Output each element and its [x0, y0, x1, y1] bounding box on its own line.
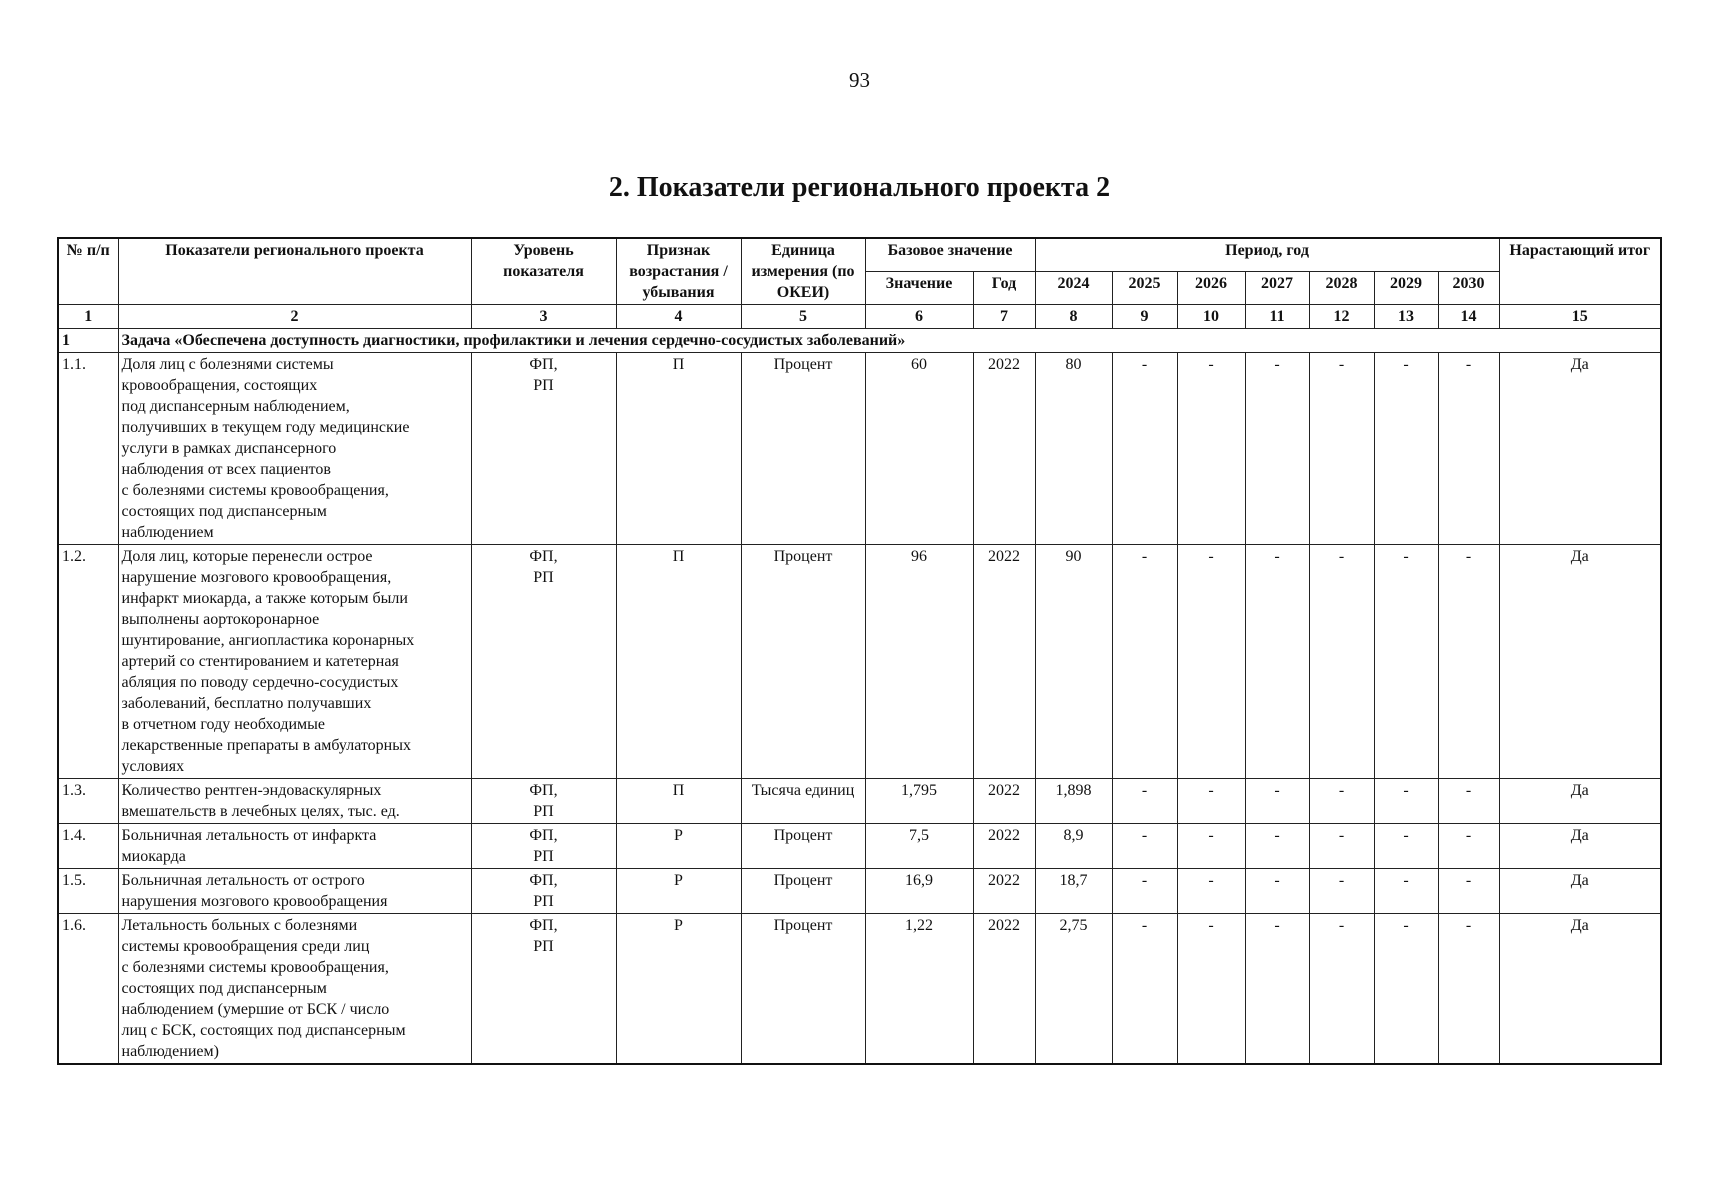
base-value [865, 353, 973, 545]
indicator-name-text: Больничная летальность от острого нарушения мозгового кровообращения [121, 872, 388, 910]
indicator-name-text: Количество рентген-эндоваскулярных вмешательств в лечебных целях, тыс. ед. [121, 782, 400, 820]
header-base: Базовое значение [865, 238, 1035, 272]
year-value: - [1177, 914, 1245, 1065]
indicator-sign-text: П [672, 548, 685, 565]
cumulative-value: Да [1499, 824, 1661, 869]
base-value [865, 545, 973, 779]
header-base-value: Значение [865, 272, 973, 305]
column-number: 14 [1438, 305, 1499, 329]
header-year: 2029 [1374, 272, 1438, 305]
base-value [865, 914, 973, 1065]
indicator-sign [616, 779, 741, 824]
indicator-level-text: ФП, РП [529, 872, 558, 910]
indicator-name-text: Больничная летальность от инфаркта миокарда [121, 827, 377, 865]
indicator-level [471, 545, 616, 779]
year-value: - [1374, 869, 1438, 914]
year-value: - [1309, 779, 1374, 824]
base-value-text: 7,5 [909, 827, 929, 844]
header-cumulative: Нарастающий итог [1499, 238, 1661, 305]
year-value: - [1374, 914, 1438, 1065]
indicator-unit-text: Процент [773, 356, 833, 373]
task-row [58, 329, 1661, 353]
row-num-text: 1.2. [62, 548, 86, 565]
indicator-level [471, 779, 616, 824]
row-num [58, 545, 118, 779]
header-level: Уровень показателя [471, 238, 616, 305]
year-value: - [1245, 545, 1309, 779]
indicator-level-text: ФП, РП [529, 917, 558, 955]
indicator-name [118, 824, 471, 869]
year-value: - [1112, 824, 1177, 869]
year-value: - [1245, 824, 1309, 869]
base-year-text: 2022 [988, 356, 1020, 373]
indicator-unit [741, 869, 865, 914]
base-year-text: 2022 [988, 917, 1020, 934]
indicator-unit-text: Процент [773, 872, 833, 889]
indicator-sign-text: П [672, 782, 685, 799]
row-num-text: 1.5. [62, 872, 86, 889]
indicator-level-text: ФП, РП [529, 827, 558, 865]
header-year: 2024 [1035, 272, 1112, 305]
indicator-unit [741, 545, 865, 779]
year-value: - [1177, 353, 1245, 545]
indicator-name-text: Доля лиц с болезнями системы кровообращения, состоящих под диспансерным наблюдением, получивших в текущем году медицинские услуги в рамках диспансерного наблюдения от всех пациентов с болезнями системы кровообращения, состоящих под диспансерным наблюдением [121, 356, 410, 541]
column-number: 5 [741, 305, 865, 329]
year-value: - [1438, 869, 1499, 914]
year-value: - [1309, 545, 1374, 779]
column-number: 10 [1177, 305, 1245, 329]
indicator-level-text: ФП, РП [529, 548, 558, 586]
header-sign: Признак возрастания / убывания [616, 238, 741, 305]
indicator-level-text: ФП, РП [529, 782, 558, 820]
base-value-text: 60 [911, 356, 927, 373]
indicator-level [471, 353, 616, 545]
task-text: Задача «Обеспечена доступность диагностики, профилактики и лечения сердечно-сосудистых заболеваний» [118, 329, 1661, 353]
year-value: - [1245, 779, 1309, 824]
indicator-sign [616, 824, 741, 869]
base-year [973, 824, 1035, 869]
indicator-unit-text: Процент [773, 917, 833, 934]
year-value: - [1309, 353, 1374, 545]
base-year [973, 869, 1035, 914]
base-value [865, 869, 973, 914]
indicator-sign [616, 869, 741, 914]
year-value: - [1112, 353, 1177, 545]
year-value: - [1438, 353, 1499, 545]
column-number: 7 [973, 305, 1035, 329]
column-number: 1 [58, 305, 118, 329]
indicator-unit-text: Тысяча единиц [751, 782, 855, 799]
base-year-text: 2022 [988, 548, 1020, 565]
cumulative-value: Да [1499, 869, 1661, 914]
indicator-sign [616, 353, 741, 545]
column-number: 12 [1309, 305, 1374, 329]
indicator-name [118, 353, 471, 545]
year-value: 2,75 [1035, 914, 1112, 1065]
task-num: 1 [58, 329, 118, 353]
base-year [973, 545, 1035, 779]
row-num [58, 353, 118, 545]
indicator-level [471, 869, 616, 914]
base-year [973, 914, 1035, 1065]
base-year-text: 2022 [988, 827, 1020, 844]
indicator-name [118, 914, 471, 1065]
table-body [58, 329, 1661, 1065]
year-value: 80 [1035, 353, 1112, 545]
header-year: 2030 [1438, 272, 1499, 305]
indicator-sign [616, 545, 741, 779]
header-base-year: Год [973, 272, 1035, 305]
base-year [973, 353, 1035, 545]
indicator-unit-text: Процент [773, 827, 833, 844]
row-num [58, 824, 118, 869]
year-value: 18,7 [1035, 869, 1112, 914]
column-number: 2 [118, 305, 471, 329]
base-year-text: 2022 [988, 872, 1020, 889]
year-value: - [1245, 353, 1309, 545]
cumulative-value: Да [1499, 545, 1661, 779]
header-year: 2028 [1309, 272, 1374, 305]
row-num [58, 779, 118, 824]
year-value: - [1112, 869, 1177, 914]
base-value-text: 1,22 [905, 917, 933, 934]
row-num [58, 914, 118, 1065]
indicator-unit-text: Процент [773, 548, 833, 565]
indicator-sign-text: Р [674, 827, 683, 844]
indicator-sign-text: П [672, 356, 685, 373]
year-value: - [1374, 545, 1438, 779]
indicator-unit [741, 779, 865, 824]
base-year-text: 2022 [988, 782, 1020, 799]
year-value: 8,9 [1035, 824, 1112, 869]
header-indicator: Показатели регионального проекта [118, 238, 471, 305]
year-value: - [1309, 869, 1374, 914]
page-number: 93 [849, 68, 870, 92]
base-value [865, 779, 973, 824]
year-value: - [1112, 914, 1177, 1065]
column-number: 11 [1245, 305, 1309, 329]
indicator-unit [741, 914, 865, 1065]
table-row [58, 353, 1661, 545]
year-value: - [1438, 824, 1499, 869]
year-value: - [1177, 545, 1245, 779]
indicator-sign-text: Р [674, 917, 683, 934]
column-number: 15 [1499, 305, 1661, 329]
cumulative-value: Да [1499, 779, 1661, 824]
row-num-text: 1.3. [62, 782, 86, 799]
indicator-name [118, 869, 471, 914]
page-title: 2. Показатели регионального проекта 2 [608, 172, 1111, 203]
base-value [865, 824, 973, 869]
table-row [58, 779, 1661, 824]
indicator-level [471, 914, 616, 1065]
header-year: 2026 [1177, 272, 1245, 305]
year-value: - [1374, 824, 1438, 869]
cumulative-value: Да [1499, 353, 1661, 545]
column-number: 9 [1112, 305, 1177, 329]
header-num: № п/п [58, 238, 118, 305]
year-value: - [1245, 914, 1309, 1065]
table-header [58, 238, 1661, 329]
column-number: 13 [1374, 305, 1438, 329]
year-value: - [1438, 779, 1499, 824]
header-unit: Единица измерения (по ОКЕИ) [741, 238, 865, 305]
column-number: 3 [471, 305, 616, 329]
year-value: - [1177, 779, 1245, 824]
indicator-sign [616, 914, 741, 1065]
table-row [58, 914, 1661, 1065]
year-value: - [1374, 353, 1438, 545]
table-row [58, 824, 1661, 869]
year-value: - [1177, 824, 1245, 869]
indicator-name [118, 779, 471, 824]
column-number: 8 [1035, 305, 1112, 329]
base-value-text: 96 [911, 548, 927, 565]
year-value: - [1309, 914, 1374, 1065]
year-value: 90 [1035, 545, 1112, 779]
column-numbers-row [58, 305, 1661, 329]
year-value: - [1309, 824, 1374, 869]
indicator-level [471, 824, 616, 869]
cumulative-value: Да [1499, 914, 1661, 1065]
indicator-unit [741, 353, 865, 545]
indicator-name-text: Летальность больных с болезнями системы кровообращения среди лиц с болезнями системы кровообращения, состоящих под диспансерным наблюдением (умершие от БСК / число лиц с БСК, состоящих под диспансерным наблюдением) [121, 917, 406, 1060]
row-num-text: 1.4. [62, 827, 86, 844]
row-num [58, 869, 118, 914]
header-period: Период, год [1035, 238, 1499, 272]
year-value: 1,898 [1035, 779, 1112, 824]
indicator-sign-text: Р [674, 872, 683, 889]
year-value: - [1177, 869, 1245, 914]
year-value: - [1374, 779, 1438, 824]
indicator-level-text: ФП, РП [529, 356, 558, 394]
indicator-name-text: Доля лиц, которые перенесли острое нарушение мозгового кровообращения, инфаркт миокарда, а также которым были выполнены аортокоронарное шунтирование, ангиопластика коронарных артерий со стентированием и катетерная абляция по поводу сердечно-сосудистых заболеваний, бесплатно получавших в отчетном году необходимые лекарственные препараты в амбулаторных условиях [121, 548, 415, 775]
base-value-text: 16,9 [905, 872, 933, 889]
row-num-text: 1.1. [62, 356, 86, 373]
year-value: - [1438, 914, 1499, 1065]
indicators-table [57, 237, 1662, 1065]
year-value: - [1112, 779, 1177, 824]
base-year [973, 779, 1035, 824]
table-row [58, 545, 1661, 779]
header-year: 2025 [1112, 272, 1177, 305]
row-num-text: 1.6. [62, 917, 86, 934]
year-value: - [1112, 545, 1177, 779]
year-value: - [1438, 545, 1499, 779]
year-value: - [1245, 869, 1309, 914]
base-value-text: 1,795 [901, 782, 937, 799]
column-number: 4 [616, 305, 741, 329]
header-year: 2027 [1245, 272, 1309, 305]
indicator-name [118, 545, 471, 779]
column-number: 6 [865, 305, 973, 329]
indicator-unit [741, 824, 865, 869]
table-row [58, 869, 1661, 914]
